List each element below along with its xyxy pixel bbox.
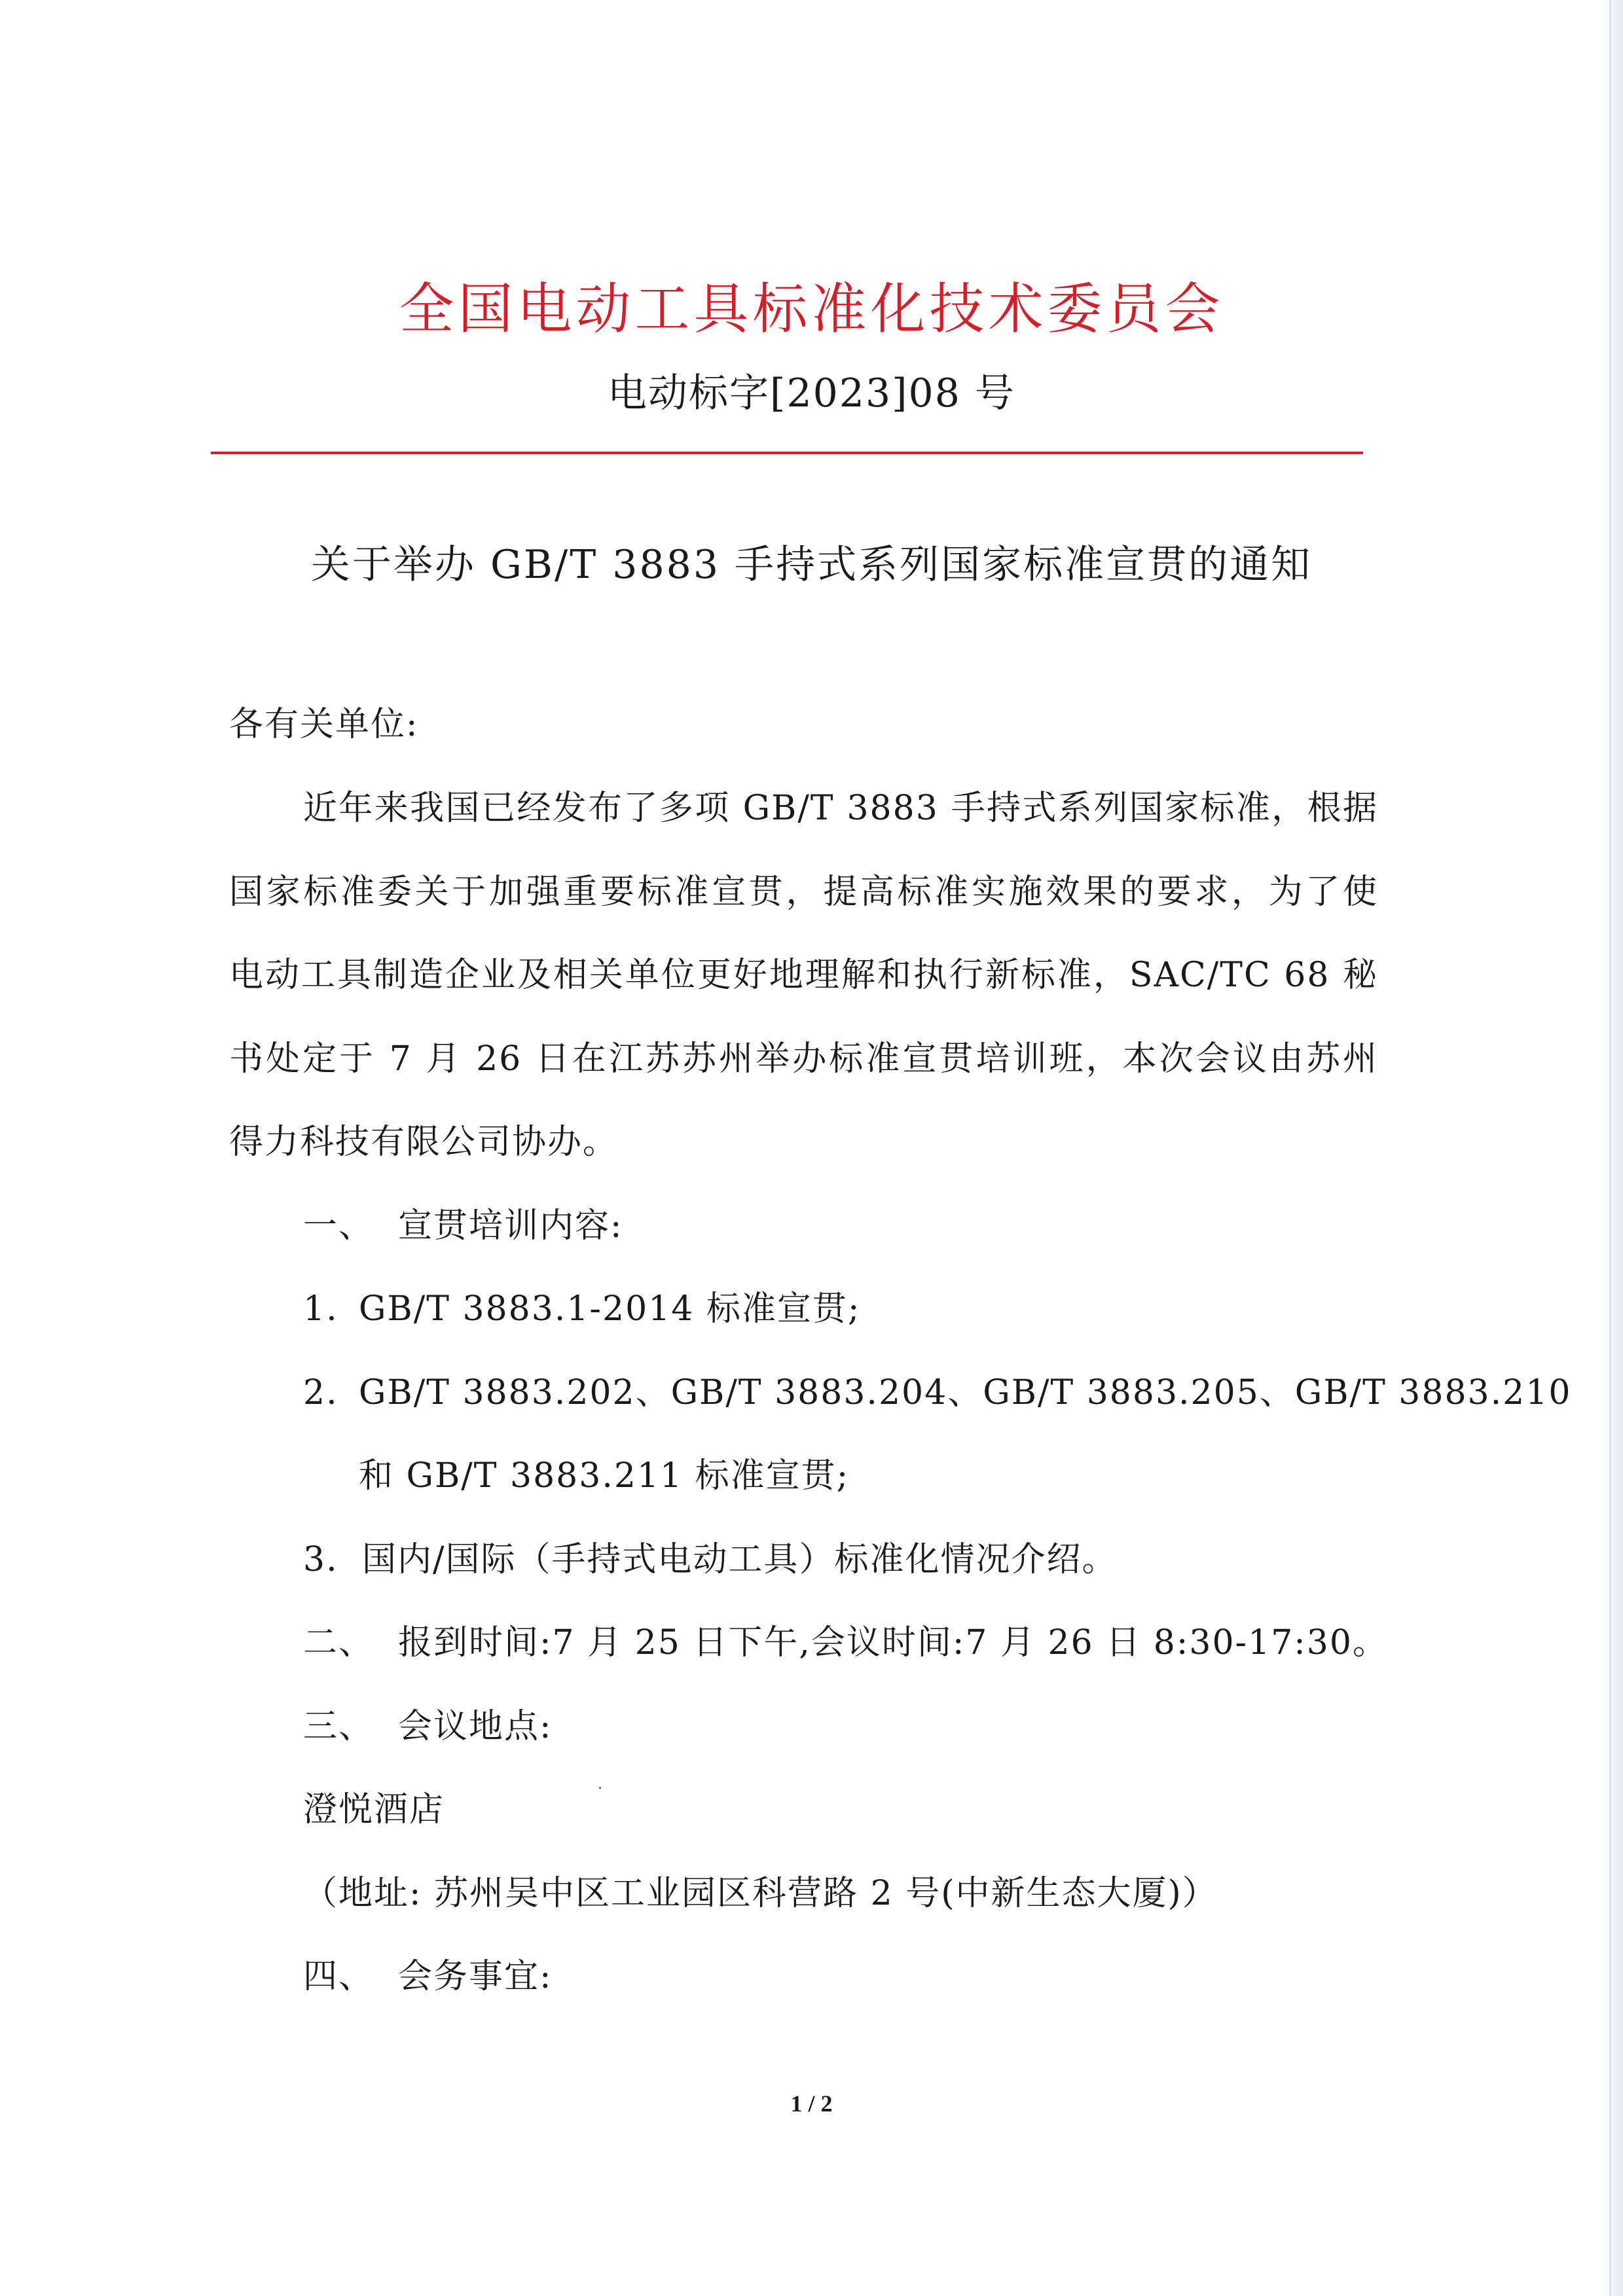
section-3-heading — [303, 1706, 553, 1748]
intro-line-5: 得力科技有限公司协办。 — [229, 1122, 619, 1162]
section-2-label: 二、 — [303, 1623, 374, 1662]
intro-line-2: 国家标准委关于加强重要标准宣贯，提高标准实施效果的要求，为了使 — [229, 872, 1378, 912]
section-2-text: 报到时间:7 月 25 日下午,会议时间:7 月 26 日 8:30-17:30。 — [398, 1623, 1388, 1662]
list-item-2 — [303, 1372, 1571, 1414]
scan-edge-line — [1609, 0, 1611, 2296]
section-3-text: 会议地点: — [398, 1707, 553, 1746]
venue-address: （地址: 苏州吴中区工业园区科营路 2 号(中新生态大厦)） — [303, 1874, 1218, 1913]
header-red-rule — [211, 452, 1363, 454]
scan-speck — [599, 1787, 601, 1789]
intro-line-4: 书处定于 7 月 26 日在江苏苏州举办标准宣贯培训班，本次会议由苏州 — [229, 1039, 1378, 1079]
list-item-2-text: GB/T 3883.202、GB/T 3883.204、GB/T 3883.205、GB/T 3883.210 — [359, 1373, 1572, 1412]
list-item-1-text: GB/T 3883.1-2014 标准宣贯; — [359, 1289, 861, 1329]
section-1-text: 宣贯培训内容: — [398, 1206, 623, 1246]
salutation: 各有关单位: — [229, 705, 419, 744]
page-number: 1 / 2 — [790, 2090, 833, 2117]
notice-title: 关于举办 GB/T 3883 手持式系列国家标准宣贯的通知 — [310, 542, 1313, 588]
scan-edge — [1603, 0, 1623, 2296]
section-1-heading — [303, 1205, 623, 1247]
list-item-2-continuation: 和 GB/T 3883.211 标准宣贯; — [359, 1456, 850, 1496]
list-item-3 — [303, 1539, 1118, 1581]
list-item-3-text: 国内/国际（手持式电动工具）标准化情况介绍。 — [362, 1540, 1118, 1579]
list-item-3-number: 3. — [303, 1540, 338, 1579]
venue-name: 澄悦酒店 — [303, 1790, 445, 1829]
list-item-1-number: 1. — [303, 1289, 338, 1329]
list-item-2-number: 2. — [303, 1373, 338, 1412]
org-title: 全国电动工具标准化技术委员会 — [399, 277, 1224, 341]
section-4-label: 四、 — [303, 1957, 374, 1996]
section-3-label: 三、 — [303, 1707, 374, 1746]
section-2 — [303, 1622, 1388, 1664]
list-item-1 — [303, 1288, 860, 1330]
section-4-text: 会务事宜: — [398, 1957, 553, 1996]
intro-line-3: 电动工具制造企业及相关单位更好地理解和执行新标准，SAC/TC 68 秘 — [229, 956, 1378, 995]
section-1-label: 一、 — [303, 1206, 374, 1246]
doc-number: 电动标字[2023]08 号 — [608, 370, 1015, 416]
section-4-heading — [303, 1956, 553, 1998]
intro-line-1: 近年来我国已经发布了多项 GB/T 3883 手持式系列国家标准，根据 — [303, 789, 1378, 828]
